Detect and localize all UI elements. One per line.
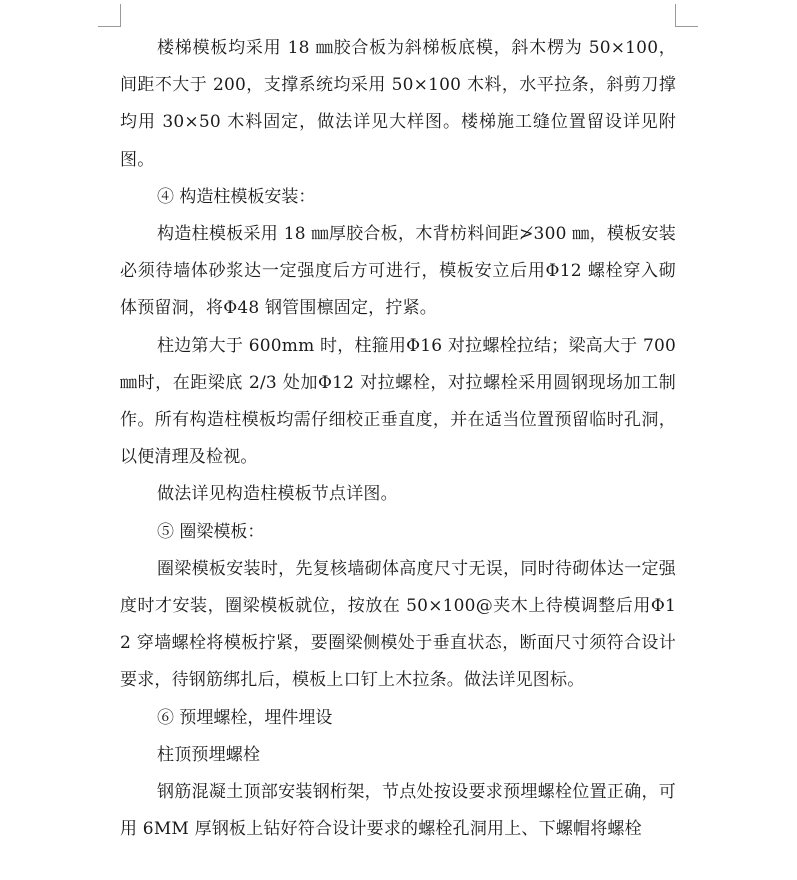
heading-construction-column-formwork: ④ 构造柱模板安装： [157,186,316,207]
paragraph-column-formwork-material: 构造柱模板采用 18 ㎜厚胶合板，木背枋料间距≯300 ㎜，模板安装必须待墙体砂浆达一定强度后方可进行，模板安立后用Φ12 螺栓穿入砌体预留洞，将Φ48 钢管围檩固定，拧紧。 [120,224,676,319]
crop-mark-top-right [675,4,698,27]
heading-embedded-bolts: ⑥ 预埋螺栓，埋件埋设 [157,707,333,728]
paragraph-steel-truss-bolts: 钢筋混凝土顶部安装钢桁架，节点处按设要求预埋螺栓位置正确，可用 6MM 厚钢板上钻好符合设计要求的螺栓孔洞用上、下螺帽将螺栓 [120,782,676,840]
crop-mark-top-left [98,4,121,27]
paragraph-ring-beam-installation: 圈梁模板安装时，先复核墙砌体高度尺寸无误，同时待砌体达一定强度时才安装，圈梁模板就位，按放在 50×100@夹木上待模调整后用Φ12 穿墙螺栓将模板拧紧，要圈梁侧模处于垂直状态，断面尺寸须符合设计要求，待钢筋绑扎后，模板上口钉上木拉条。做法详见图标。 [120,558,676,691]
document-body [120,30,676,848]
heading-ring-beam-formwork: ⑤ 圈梁模板： [157,521,265,542]
paragraph-stair-formwork: 楼梯模板均采用 18 ㎜胶合板为斜梯板底模，斜木楞为 50×100，间距不大于 200，支撑系统均采用 50×100 木料，水平拉条，斜剪刀撑均用 30×50 木料固定，做法详见大样图。楼梯施工缝位置留设详见附图。 [120,38,676,170]
paragraph-column-top-bolts: 柱顶预埋螺栓 [157,744,261,765]
paragraph-column-tie-bolts: 柱边第大于 600mm 时，柱箍用Φ16 对拉螺栓拉结；梁高大于 700㎜时，在距梁底 2/3 处加Φ12 对拉螺栓，对拉螺栓采用圆钢现场加工制作。所有构造柱模板均需仔细校正垂直度，并在适当位置预留临时孔洞，以便清理及检视。 [120,335,676,468]
paragraph-column-detail-reference: 做法详见构造柱模板节点详图。 [157,484,398,505]
